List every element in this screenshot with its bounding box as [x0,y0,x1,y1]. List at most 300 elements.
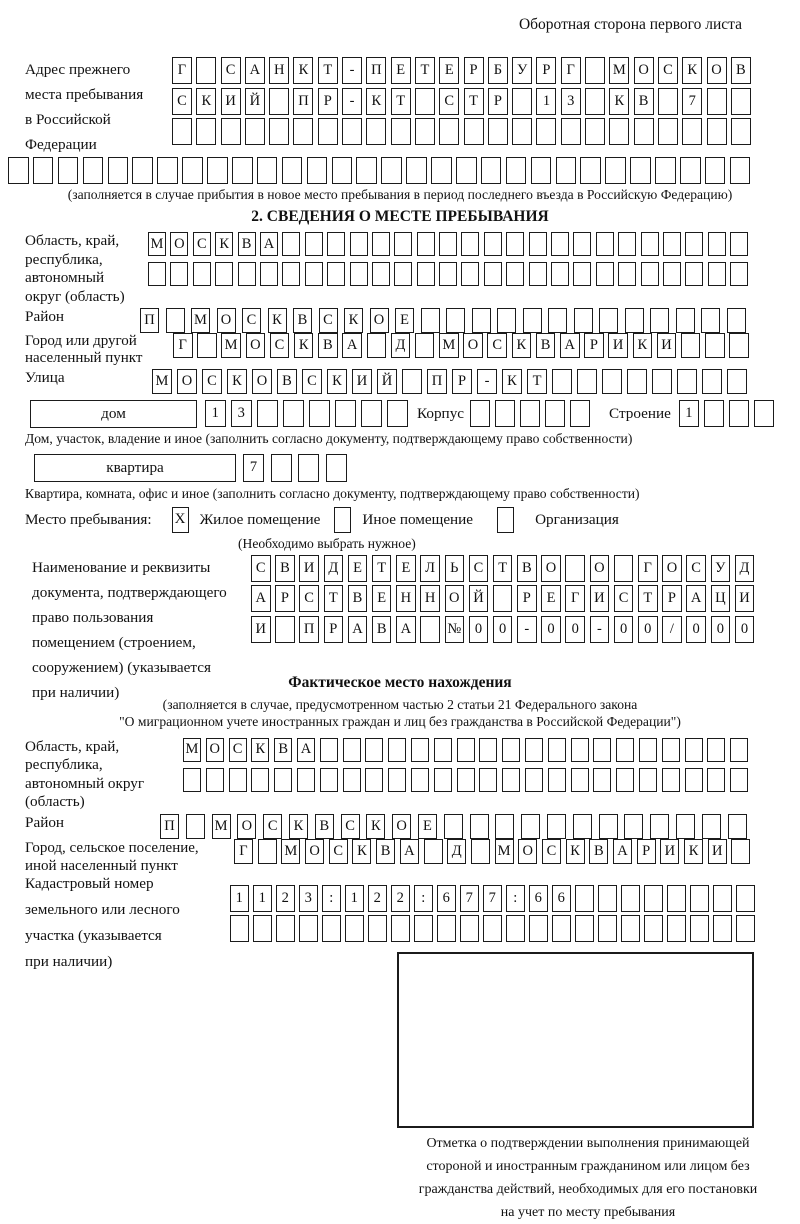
char-box[interactable] [215,262,233,286]
char-box[interactable] [596,232,614,256]
char-box[interactable] [415,88,435,115]
char-box[interactable] [391,118,411,145]
char-box[interactable] [599,814,618,839]
char-box[interactable]: 7 [243,454,264,482]
char-box[interactable] [388,738,406,762]
char-box[interactable]: Т [372,555,392,582]
char-box[interactable]: М [439,333,459,358]
char-box[interactable] [736,915,755,942]
char-box[interactable]: К [227,369,247,394]
char-box[interactable] [497,308,516,333]
char-box[interactable]: С [487,333,507,358]
char-box[interactable]: С [270,333,290,358]
char-box[interactable]: С [242,308,261,333]
char-box[interactable] [573,814,592,839]
char-box[interactable] [282,262,300,286]
char-box[interactable]: В [634,88,654,115]
char-box[interactable] [685,738,703,762]
char-box[interactable] [257,157,278,184]
char-box[interactable]: Р [324,616,344,643]
char-box[interactable] [472,308,491,333]
char-box[interactable] [580,157,601,184]
char-box[interactable] [271,454,292,482]
char-box[interactable] [391,915,410,942]
char-box[interactable] [343,768,361,792]
char-box[interactable]: О [590,555,610,582]
char-box[interactable]: Р [637,839,656,864]
char-box[interactable]: М [221,333,241,358]
char-box[interactable]: И [299,555,319,582]
char-box[interactable]: С [614,585,634,612]
char-box[interactable] [495,400,515,427]
char-box[interactable] [536,118,556,145]
char-box[interactable] [667,885,686,912]
char-box[interactable]: И [608,333,628,358]
char-box[interactable]: 2 [391,885,410,912]
char-box[interactable]: М [609,57,629,84]
char-box[interactable]: С [263,814,282,839]
char-box[interactable] [545,400,565,427]
char-box[interactable]: 0 [565,616,585,643]
char-box[interactable] [730,768,748,792]
char-box[interactable] [495,814,514,839]
char-box[interactable] [561,118,581,145]
char-box[interactable] [326,454,347,482]
char-box[interactable]: А [251,585,271,612]
char-box[interactable]: Н [420,585,440,612]
char-box[interactable]: С [686,555,706,582]
char-box[interactable]: Й [377,369,397,394]
char-box[interactable]: Н [396,585,416,612]
char-box[interactable] [625,308,644,333]
char-box[interactable] [402,369,422,394]
char-box[interactable]: М [148,232,166,256]
char-box[interactable] [547,814,566,839]
char-box[interactable]: И [735,585,755,612]
char-box[interactable]: В [318,333,338,358]
char-box[interactable] [614,555,634,582]
char-box[interactable] [457,738,475,762]
char-box[interactable]: 1 [536,88,556,115]
char-box[interactable] [552,369,572,394]
char-box[interactable] [196,57,216,84]
char-box[interactable] [728,814,747,839]
char-box[interactable] [730,262,748,286]
char-box[interactable]: А [245,57,265,84]
char-box[interactable]: У [711,555,731,582]
char-box[interactable]: К [344,308,363,333]
char-box[interactable] [415,118,435,145]
char-box[interactable] [439,118,459,145]
char-box[interactable] [327,232,345,256]
char-box[interactable] [108,157,129,184]
char-box[interactable] [681,333,701,358]
char-box[interactable] [260,262,278,286]
char-box[interactable]: К [684,839,703,864]
char-box[interactable]: А [297,738,315,762]
char-box[interactable] [639,738,657,762]
char-box[interactable] [368,915,387,942]
char-box[interactable] [343,738,361,762]
char-box[interactable] [705,157,726,184]
char-box[interactable] [730,738,748,762]
char-box[interactable]: - [590,616,610,643]
char-box[interactable] [327,262,345,286]
char-box[interactable] [245,118,265,145]
char-box[interactable] [274,768,292,792]
char-box[interactable] [556,157,577,184]
char-box[interactable] [318,118,338,145]
char-box[interactable] [417,232,435,256]
char-box[interactable]: И [660,839,679,864]
char-box[interactable] [690,885,709,912]
char-box[interactable]: А [348,616,368,643]
char-box[interactable]: С [329,839,348,864]
char-box[interactable] [639,768,657,792]
char-box[interactable]: Р [584,333,604,358]
char-box[interactable]: 1 [253,885,272,912]
char-box[interactable] [229,768,247,792]
char-box[interactable]: : [506,885,525,912]
char-box[interactable] [415,333,435,358]
char-box[interactable] [704,400,724,427]
char-box[interactable] [484,232,502,256]
char-box[interactable]: - [517,616,537,643]
char-box[interactable] [585,88,605,115]
char-box[interactable]: Е [418,814,437,839]
char-box[interactable]: Д [391,333,411,358]
char-box[interactable]: К [268,308,287,333]
char-box[interactable]: С [341,814,360,839]
char-box[interactable]: 3 [231,400,252,427]
char-box[interactable] [641,232,659,256]
char-box[interactable] [406,157,427,184]
char-box[interactable]: О [217,308,236,333]
char-box[interactable] [571,738,589,762]
char-box[interactable] [148,262,166,286]
char-box[interactable] [471,839,490,864]
char-box[interactable] [662,768,680,792]
char-box[interactable] [708,262,726,286]
char-box[interactable]: 6 [552,885,571,912]
char-box[interactable]: Е [348,555,368,582]
char-box[interactable]: П [366,57,386,84]
char-box[interactable] [506,915,525,942]
char-box[interactable]: / [662,616,682,643]
char-box[interactable] [506,157,527,184]
char-box[interactable] [575,915,594,942]
char-box[interactable] [372,262,390,286]
char-box[interactable] [644,885,663,912]
char-box[interactable]: К [251,738,269,762]
char-box[interactable]: П [293,88,313,115]
char-box[interactable] [431,157,452,184]
char-box[interactable] [461,232,479,256]
char-box[interactable] [269,88,289,115]
char-box[interactable]: А [260,232,278,256]
char-box[interactable]: Т [527,369,547,394]
char-box[interactable]: Ц [711,585,731,612]
char-box[interactable]: Т [464,88,484,115]
char-box[interactable]: К [215,232,233,256]
char-box[interactable] [616,768,634,792]
char-box[interactable]: Е [372,585,392,612]
char-box[interactable]: А [560,333,580,358]
char-box[interactable] [439,262,457,286]
char-box[interactable] [520,400,540,427]
char-box[interactable] [297,768,315,792]
char-box[interactable]: Р [275,585,295,612]
char-box[interactable] [525,768,543,792]
char-box[interactable]: О [662,555,682,582]
char-box[interactable] [731,118,751,145]
char-box[interactable] [506,262,524,286]
char-box[interactable] [529,915,548,942]
char-box[interactable] [551,262,569,286]
char-box[interactable]: О [252,369,272,394]
char-box[interactable] [577,369,597,394]
char-box[interactable]: 7 [682,88,702,115]
char-box[interactable]: 0 [541,616,561,643]
char-box[interactable] [523,308,542,333]
char-box[interactable] [411,738,429,762]
char-box[interactable] [585,118,605,145]
char-box[interactable]: О [707,57,727,84]
char-box[interactable] [493,585,513,612]
char-box[interactable]: В [517,555,537,582]
char-box[interactable] [361,400,382,427]
char-box[interactable]: О [370,308,389,333]
char-box[interactable]: Н [269,57,289,84]
char-box[interactable]: 1 [679,400,699,427]
char-box[interactable]: И [657,333,677,358]
char-box[interactable] [387,400,408,427]
char-box[interactable]: А [396,616,416,643]
char-box[interactable] [618,262,636,286]
char-box[interactable] [708,232,726,256]
char-box[interactable] [182,157,203,184]
char-box[interactable] [196,118,216,145]
char-box[interactable]: 0 [686,616,706,643]
char-box[interactable]: Г [172,57,192,84]
char-box[interactable]: И [352,369,372,394]
char-box[interactable]: 3 [299,885,318,912]
char-box[interactable]: В [372,616,392,643]
char-box[interactable] [634,118,654,145]
char-box[interactable] [705,333,725,358]
char-box[interactable]: К [366,88,386,115]
char-box[interactable]: 1 [345,885,364,912]
char-box[interactable]: М [495,839,514,864]
char-box[interactable]: О [206,738,224,762]
char-box[interactable]: Л [420,555,440,582]
char-box[interactable] [570,400,590,427]
char-box[interactable] [464,118,484,145]
char-box[interactable]: К [502,369,522,394]
char-box[interactable] [132,157,153,184]
char-box[interactable]: Б [488,57,508,84]
char-box[interactable]: К [352,839,371,864]
char-box[interactable]: К [327,369,347,394]
char-box[interactable] [193,262,211,286]
char-box[interactable] [350,232,368,256]
char-box[interactable] [157,157,178,184]
char-box[interactable] [650,308,669,333]
char-box[interactable]: М [281,839,300,864]
char-box[interactable]: Г [565,585,585,612]
char-box[interactable] [299,915,318,942]
char-box[interactable] [502,768,520,792]
char-box[interactable] [602,369,622,394]
char-box[interactable] [421,308,440,333]
char-box[interactable] [345,915,364,942]
char-box[interactable] [439,232,457,256]
char-box[interactable]: С [299,585,319,612]
char-box[interactable] [730,157,751,184]
char-box[interactable]: В [293,308,312,333]
char-box[interactable] [641,262,659,286]
char-box[interactable]: В [238,232,256,256]
char-box[interactable]: С [658,57,678,84]
char-box[interactable] [682,118,702,145]
char-box[interactable]: М [183,738,201,762]
char-box[interactable] [417,262,435,286]
char-box[interactable]: 0 [469,616,489,643]
char-box[interactable]: О [518,839,537,864]
char-box[interactable] [707,118,727,145]
char-box[interactable] [356,157,377,184]
char-box[interactable]: С [221,57,241,84]
char-box[interactable] [598,915,617,942]
char-box[interactable] [350,262,368,286]
char-box[interactable]: О [237,814,256,839]
char-box[interactable]: 2 [276,885,295,912]
char-box[interactable]: Т [638,585,658,612]
char-box[interactable] [320,768,338,792]
char-box[interactable] [502,738,520,762]
char-box[interactable] [685,262,703,286]
char-box[interactable]: П [427,369,447,394]
char-box[interactable]: 6 [437,885,456,912]
char-box[interactable] [702,814,721,839]
char-box[interactable] [365,738,383,762]
char-box[interactable]: Т [318,57,338,84]
char-box[interactable]: К [512,333,532,358]
char-box[interactable]: Р [488,88,508,115]
char-box[interactable]: - [342,88,362,115]
char-box[interactable]: С [319,308,338,333]
char-box[interactable] [276,915,295,942]
char-box[interactable] [652,369,672,394]
char-box[interactable] [388,768,406,792]
char-box[interactable]: С [542,839,561,864]
char-box[interactable]: А [342,333,362,358]
char-box[interactable] [365,768,383,792]
char-box[interactable] [335,400,356,427]
char-box[interactable]: О [177,369,197,394]
char-box[interactable]: Й [469,585,489,612]
char-box[interactable] [342,118,362,145]
char-box[interactable] [552,915,571,942]
char-box[interactable]: № [445,616,465,643]
char-box[interactable]: С [229,738,247,762]
char-box[interactable] [460,915,479,942]
char-box[interactable] [707,738,725,762]
char-box[interactable] [702,369,722,394]
char-box[interactable]: С [172,88,192,115]
char-box[interactable] [437,915,456,942]
char-box[interactable]: 1 [230,885,249,912]
char-box[interactable] [424,839,443,864]
char-box[interactable] [685,768,703,792]
char-box[interactable]: В [277,369,297,394]
char-box[interactable]: О [445,585,465,612]
char-box[interactable] [676,814,695,839]
char-box[interactable] [624,814,643,839]
char-box[interactable] [730,232,748,256]
char-box[interactable] [483,915,502,942]
char-box[interactable]: В [348,585,368,612]
char-box[interactable] [8,157,29,184]
char-box[interactable] [627,369,647,394]
char-box[interactable]: П [140,308,159,333]
char-box[interactable]: В [274,738,292,762]
char-box[interactable] [690,915,709,942]
char-box[interactable] [754,400,774,427]
char-box[interactable] [655,157,676,184]
char-box[interactable] [512,88,532,115]
char-box[interactable] [593,738,611,762]
char-box[interactable] [727,308,746,333]
char-box[interactable] [551,232,569,256]
char-box[interactable]: К [366,814,385,839]
char-box[interactable] [585,57,605,84]
char-box[interactable] [481,157,502,184]
char-box[interactable]: 6 [529,885,548,912]
char-box[interactable] [269,118,289,145]
char-box[interactable] [166,308,185,333]
char-box[interactable] [293,118,313,145]
char-box[interactable] [731,839,750,864]
char-box[interactable] [488,118,508,145]
char-box[interactable] [609,118,629,145]
char-box[interactable]: В [315,814,334,839]
char-box[interactable] [221,118,241,145]
char-box[interactable] [701,308,720,333]
char-box[interactable] [663,262,681,286]
char-box[interactable] [479,768,497,792]
char-box[interactable]: С [193,232,211,256]
char-box[interactable] [736,885,755,912]
char-box[interactable] [731,88,751,115]
char-box[interactable] [457,768,475,792]
char-box[interactable] [461,262,479,286]
char-box[interactable] [253,915,272,942]
char-box[interactable]: 0 [711,616,731,643]
char-box[interactable] [444,814,463,839]
char-box[interactable]: Р [662,585,682,612]
char-box[interactable] [630,157,651,184]
char-box[interactable] [434,738,452,762]
char-box[interactable] [531,157,552,184]
char-box[interactable]: Т [324,585,344,612]
char-box[interactable] [381,157,402,184]
char-box[interactable] [170,262,188,286]
char-box[interactable]: О [634,57,654,84]
char-box[interactable]: У [512,57,532,84]
char-box[interactable] [707,88,727,115]
char-box[interactable] [197,333,217,358]
